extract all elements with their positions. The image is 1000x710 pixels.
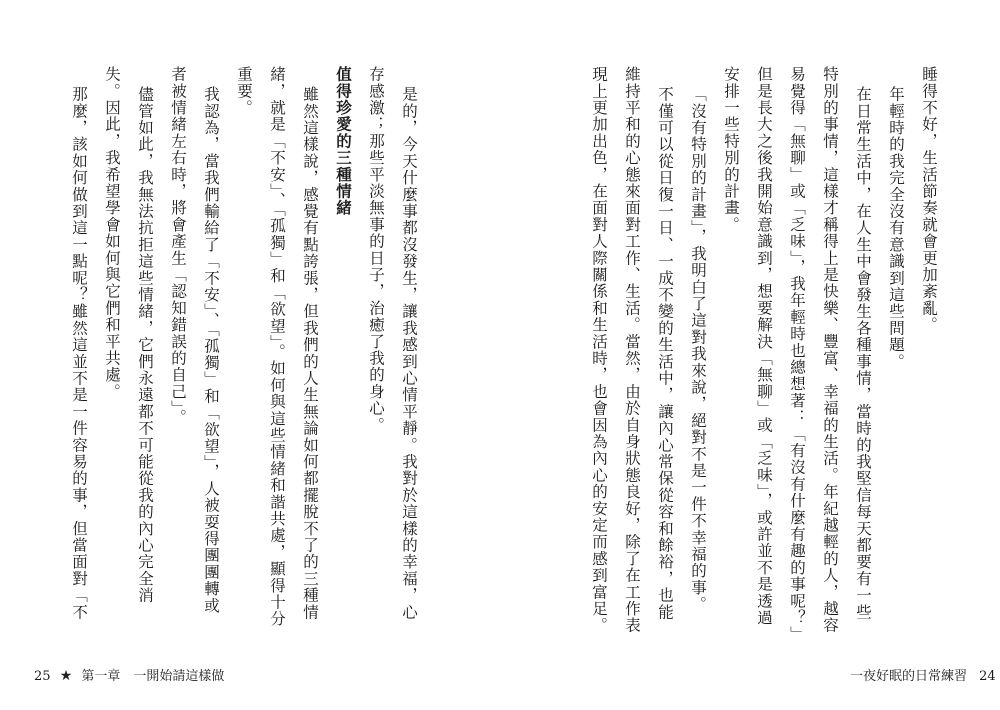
body-line: 但是長大之後我開始意識到，想要解決「無聊」或「乏味」，或許並不是透過 [755,66,773,627]
body-line: 睡得不好，生活節奏就會更加紊亂。 [920,66,938,334]
body-line: 失。因此，我希望學會如何與它們和平共處。 [103,66,121,400]
body-line: 在日常生活中，在人生中會發生各種事情，當時的我堅信每天都要有一些 [854,86,872,621]
page-number: 24 [979,669,996,684]
body-line: 是的，今天什麼事都沒發生，讓我感到心情平靜。我對於這樣的幸福，心 [400,86,418,621]
right-page [500,0,1000,710]
body-line: 特別的事情，這樣才稱得上是快樂、豐富、幸福的生活。年紀越輕的人，越容 [821,66,839,634]
section-heading: 值得珍愛的三種情緒 [334,66,352,217]
body-line: 「沒有特別的計畫」，我明白了這對我來說，絕對不是一件不幸福的事。 [689,86,707,613]
body-line: 儘管如此，我無法抗拒這些情緒，它們永遠都不可能從我的內心完全消 [136,86,154,604]
chapter-title: 第一章 一開始請這樣做 [81,669,225,684]
running-footer [34,665,224,684]
body-line: 安排一些特別的計畫。 [722,66,740,233]
star-icon: ★ [59,668,73,684]
body-line: 者被情緒左右時，將會產生「認知錯誤的自己」。 [169,66,187,426]
body-line: 維持平和的心態來面對工作、生活。當然，由於自身狀態良好，除了在工作表 [623,66,641,634]
body-line: 雖然這樣說，感覺有點誇張，但我們的人生無論如何都擺脫不了的三種情 [301,86,319,621]
page-number: 25 [34,669,51,684]
body-line: 易覺得「無聊」或「乏味」，我年輕時也總想著：「有沒有什麼有趣的事呢？」 [788,66,806,643]
running-footer [850,665,996,684]
body-line: 存感激；那些平淡無事的日子，治癒了我的身心。 [367,66,385,434]
body-line: 重要。 [235,66,253,117]
book-title: 一夜好眠的日常練習 [850,669,968,684]
body-line: 那麼，該如何做到這一點呢？雖然這並不是一件容易的事，但當面對「不 [70,86,88,621]
body-line: 不僅可以從日復一日、一成不變的生活中，讓內心常保從容和餘裕，也能 [656,86,674,621]
body-line: 現上更加出色，在面對人際關係和生活時，也會因為內心的安定而感到富足。 [590,66,608,634]
body-line: 年輕時的我完全沒有意識到這些問題。 [887,86,905,370]
body-line: 我認為，當我們輸給了「不安」、「孤獨」和「欲望」，人被耍得團團轉或 [202,86,220,614]
body-line: 緒，就是「不安」、「孤獨」和「欲望」。如何與這些情緒和諧共處，顯得十分 [268,66,286,628]
